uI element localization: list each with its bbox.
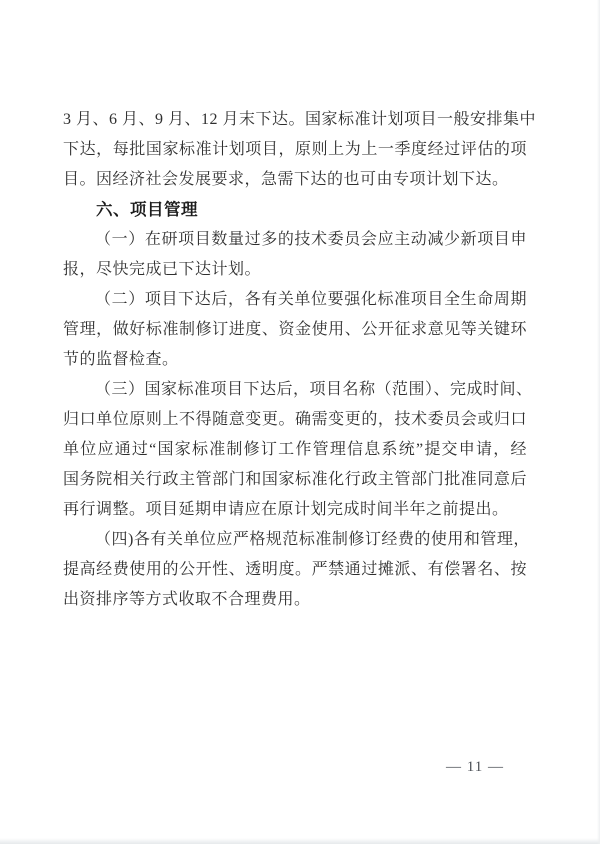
paragraph-item-1 bbox=[63, 225, 527, 285]
document-body bbox=[63, 105, 537, 615]
paragraph-line: 管理，做好标准制修订进度、资金使用、公开征求意见等关键环 bbox=[63, 321, 527, 338]
paragraph-line: 目。因经济社会发展要求，急需下达的也可由专项计划下达。 bbox=[63, 171, 509, 188]
paragraph-line: 再行调整。项目延期申请应在原计划完成时间半年之前提出。 bbox=[63, 501, 509, 518]
page-number: — 11 — bbox=[446, 759, 504, 775]
paragraph-continued bbox=[63, 105, 537, 195]
paragraph-line: 报，尽快完成已下达计划。 bbox=[63, 261, 262, 278]
paragraph-line: 归口单位原则上不得随意变更。确需变更的，技术委员会或归口 bbox=[63, 411, 527, 428]
paragraph-line: 提高经费使用的公开性、透明度。严禁通过摊派、有偿署名、按 bbox=[63, 561, 527, 578]
paragraph-line: 节的监督检查。 bbox=[63, 351, 179, 368]
scan-edge-bottom bbox=[0, 838, 600, 844]
paragraph-line: 下达，每批国家标准计划项目，原则上为上一季度经过评估的项 bbox=[63, 141, 527, 158]
paragraph-item-3 bbox=[63, 375, 533, 525]
paragraph-line: 单位应通过“国家标准制修订工作管理信息系统”提交申请，经 bbox=[63, 441, 527, 458]
paragraph-line: 3 月、6 月、9 月、12 月末下达。国家标准计划项目一般安排集中 bbox=[63, 111, 537, 128]
section-heading: 六、项目管理 bbox=[96, 201, 198, 219]
paragraph-line: （三）国家标准项目下达后，项目名称（范围）、完成时间、 bbox=[95, 381, 533, 398]
paragraph-line: 出资排序等方式收取不合理费用。 bbox=[63, 591, 311, 608]
paragraph-item-4 bbox=[63, 525, 530, 615]
paragraph-item-2 bbox=[63, 285, 527, 375]
paragraph-line: （一）在研项目数量过多的技术委员会应主动减少新项目申 bbox=[95, 231, 527, 248]
paragraph-line: 国务院相关行政主管部门和国家标准化行政主管部门批准同意后 bbox=[63, 471, 527, 488]
paragraph-line: （四)各有关单位应严格规范标准制修订经费的使用和管理， bbox=[95, 531, 530, 548]
paragraph-line: （二）项目下达后，各有关单位要强化标准项目全生命周期 bbox=[95, 291, 527, 308]
